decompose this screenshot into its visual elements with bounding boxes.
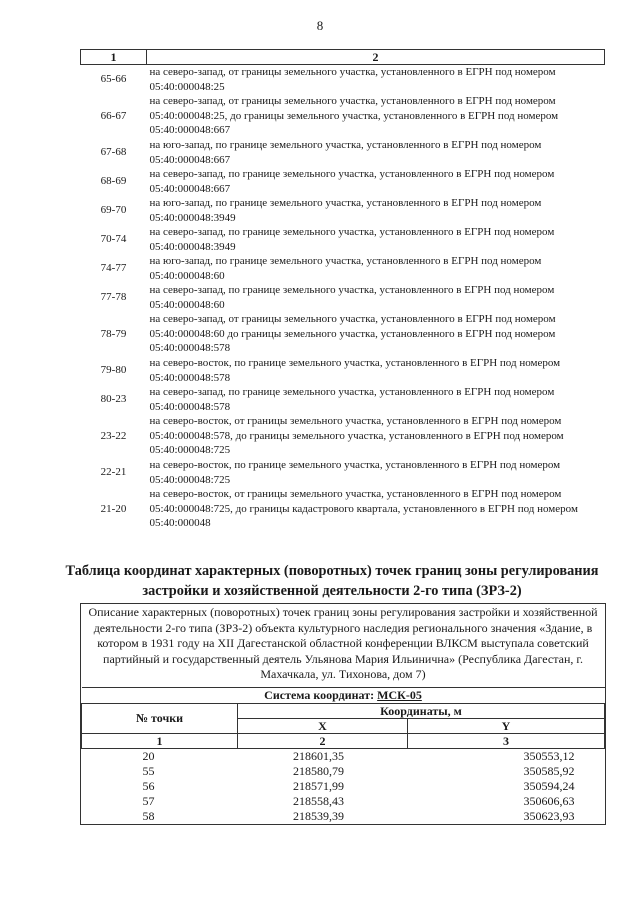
column-number: 3: [408, 733, 605, 748]
segment-id: 66-67: [100, 109, 127, 122]
point-number: 20: [142, 748, 155, 763]
column-number: 1: [82, 733, 238, 748]
boundary-row: [81, 65, 605, 95]
segment-description: на юго-запад, по границе земельного участка, установленного в ЕГРН под номером 05:40:000048:667: [149, 139, 542, 166]
segment-id: 68-69: [100, 175, 127, 188]
header-col-2: 2: [147, 50, 605, 65]
segment-id: 69-70: [100, 204, 127, 217]
boundary-row: [81, 414, 605, 458]
point-number: 58: [142, 808, 155, 823]
segment-description: на северо-запад, по границе земельного участка, установленного в ЕГРН под номером 05:40:000048:667: [149, 168, 555, 195]
y-coordinate: 350606,63: [523, 793, 575, 808]
segment-description: на северо-запад, от границы земельного участка, установленного в ЕГРН под номером 05:40:000048:60 до границы земельного участка, установленного в ЕГРН под номером 05:40:000048:578: [149, 313, 556, 355]
column-number-row: [82, 733, 605, 748]
segment-id: 22-21: [100, 466, 127, 479]
boundary-row: [81, 254, 605, 283]
zone-description: Описание характерных (поворотных) точек границ зоны регулирования застройки и хозяйственной деятельности 2-го типа (ЗРЗ-2) объекта культурного наследия регионального значения «Здание, в котором в 1931 году на XII Дагестанской областной конференции ВЛКСМ выступала советский партийный и государственный деятель Ульянова Мария Ильинична» (Республика Дагестан, г. Махачкала, ул. Тихонова, дом 7): [88, 605, 598, 681]
x-coordinate: 218580,79: [293, 763, 344, 778]
boundary-row: [81, 283, 605, 312]
y-coordinate: 350553,12: [523, 748, 575, 763]
coordinate-system: [82, 687, 605, 703]
point-number-header: № точки: [82, 703, 238, 733]
header-col-1: 1: [81, 50, 147, 65]
boundary-row: [81, 138, 605, 167]
segment-description: на северо-запад, по границе земельного участка, установленного в ЕГРН под номером 05:40:000048:3949: [149, 226, 555, 253]
boundary-table-header: [81, 50, 605, 65]
segment-id: 65-66: [100, 73, 127, 86]
segment-id: 70-74: [100, 233, 127, 246]
segment-description: на северо-восток, по границе земельного участка, установленного в ЕГРН под номером 05:40:000048:725: [149, 459, 561, 486]
segment-id: 79-80: [100, 364, 127, 377]
segment-description: на северо-запад, от границы земельного участка, установленного в ЕГРН под номером 05:40:000048:25: [149, 66, 556, 93]
boundary-row: [81, 356, 605, 385]
boundary-row: [81, 487, 605, 531]
segment-description: на северо-восток, по границе земельного участка, установленного в ЕГРН под номером 05:40:000048:578: [149, 357, 561, 384]
column-number: 2: [238, 733, 408, 748]
segment-description: на юго-запад, по границе земельного участка, установленного в ЕГРН под номером 05:40:000048:3949: [149, 197, 542, 224]
segment-id: 67-68: [100, 146, 127, 159]
coordinate-row: [82, 748, 605, 764]
boundary-row: [81, 225, 605, 254]
x-coordinate: 218571,99: [293, 778, 344, 793]
segment-id: 80-23: [100, 393, 127, 406]
point-number: 55: [142, 763, 155, 778]
coordinate-system-value: МСК-05: [377, 687, 422, 702]
segment-description: на северо-запад, по границе земельного участка, установленного в ЕГРН под номером 05:40:000048:578: [149, 386, 555, 413]
x-coordinate: 218601,35: [293, 748, 344, 763]
coordinate-row: [82, 794, 605, 809]
point-number: 57: [142, 793, 155, 808]
page-number: 8: [316, 18, 324, 33]
segment-id: 74-77: [100, 262, 127, 275]
boundary-row: [81, 196, 605, 225]
boundary-row: [81, 167, 605, 196]
boundary-row: [81, 94, 605, 138]
y-coordinate: 350594,24: [523, 778, 575, 793]
coordinate-row: [82, 809, 605, 824]
segment-id: 77-78: [100, 291, 127, 304]
boundary-row: [81, 312, 605, 356]
boundary-row: [81, 385, 605, 414]
segment-description: на северо-восток, от границы земельного участка, установленного в ЕГРН под номером 05:40:000048:578, до границы земельного участка, установленного в ЕГРН под номером 05:40:000048:725: [149, 415, 564, 457]
segment-description: на юго-запад, по границе земельного участка, установленного в ЕГРН под номером 05:40:000048:60: [149, 255, 542, 282]
segment-description: на северо-восток, от границы земельного участка, установленного в ЕГРН под номером 05:40:000048:725, до границы кадастрового квартала, установленного в ЕГРН под номером 05:40:000048: [149, 488, 578, 530]
segment-description: на северо-запад, по границе земельного участка, установленного в ЕГРН под номером 05:40:000048:60: [149, 284, 555, 311]
x-coordinate: 218558,43: [293, 793, 344, 808]
y-coordinate: 350585,92: [523, 763, 575, 778]
segment-id: 78-79: [100, 327, 127, 340]
coordinate-row: [82, 764, 605, 779]
y-coordinate: 350623,93: [523, 808, 575, 823]
coordinates-table: [80, 603, 606, 825]
segment-id: 21-20: [100, 502, 127, 515]
segment-description: на северо-запад, от границы земельного участка, установленного в ЕГРН под номером 05:40:000048:25, до границы земельного участка, установленного в ЕГРН под номером 05:40:000048:667: [149, 95, 559, 137]
y-header: Y: [408, 718, 605, 733]
coordinate-row: [82, 779, 605, 794]
coordinate-system-label: Система координат:: [264, 687, 375, 702]
x-coordinate: 218539,39: [293, 808, 344, 823]
boundary-row: [81, 458, 605, 487]
boundary-description-table: [80, 49, 605, 531]
point-number: 56: [142, 778, 155, 793]
coordinates-header: Координаты, м: [238, 703, 605, 718]
x-header: X: [238, 718, 408, 733]
segment-id: 23-22: [100, 429, 127, 442]
section-title: Таблица координат характерных (поворотных) точек границ зоны регулирования застройки и хозяйственной деятельности 2-го типа (ЗРЗ-2): [65, 563, 599, 599]
